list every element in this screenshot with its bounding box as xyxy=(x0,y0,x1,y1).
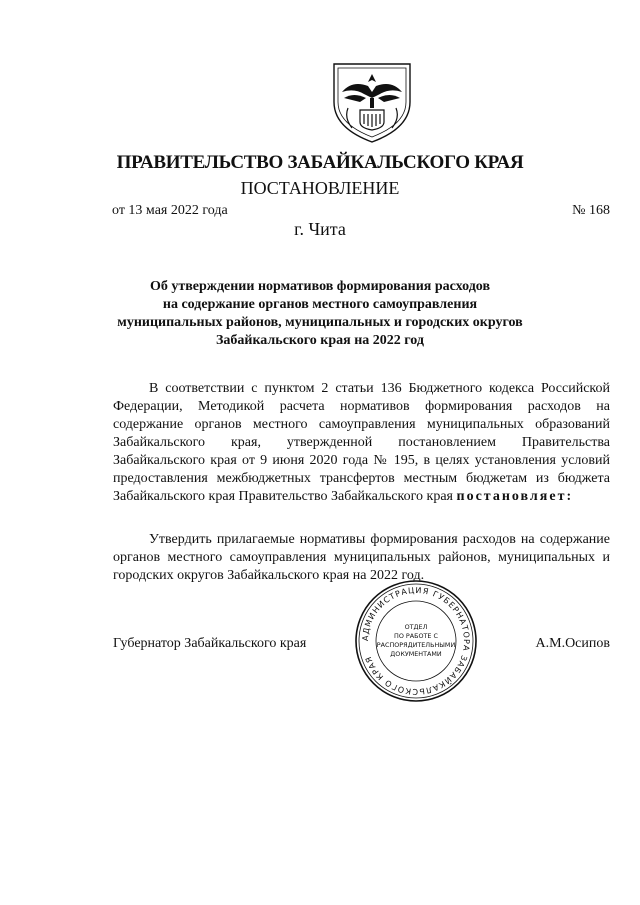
stamp-center-line: РАСПОРЯДИТЕЛЬНЫМИ xyxy=(376,641,456,649)
document-subject xyxy=(100,278,540,350)
body-paragraph-2: Утвердить прилагаемые нормативы формирования расходов на содержание органов местного самоуправления муниципальных районов, муниципальных и городских округов Забайкальского края на 2022 год. xyxy=(113,532,610,583)
subject-line: на содержание органов местного самоуправления xyxy=(162,297,478,312)
body-paragraph-1 xyxy=(113,380,610,506)
stamp-center-line: ДОКУМЕНТАМИ xyxy=(390,650,442,658)
document-city: г. Чита xyxy=(294,219,346,239)
signatory-position: Губернатор Забайкальского края xyxy=(113,636,307,651)
document-number: № 168 xyxy=(572,203,610,218)
official-stamp-icon xyxy=(354,579,478,703)
signatory-name: А.М.Осипов xyxy=(535,636,610,651)
stamp-center-line: ПО РАБОТЕ С xyxy=(394,632,438,640)
subject-line: Об утверждении нормативов формирования расходов xyxy=(149,279,491,294)
stamp-outer-text: АДМИНИСТРАЦИЯ ГУБЕРНАТОРА ЗАБАЙКАЛЬСКОГО КРАЯ xyxy=(360,585,472,697)
subject-line: муниципальных районов, муниципальных и городских округов xyxy=(117,315,523,330)
document-type: ПОСТАНОВЛЕНИЕ xyxy=(240,178,400,198)
government-title: ПРАВИТЕЛЬСТВО ЗАБАЙКАЛЬСКОГО КРАЯ xyxy=(116,152,524,173)
document-date: от 13 мая 2022 года xyxy=(112,203,228,218)
stamp-center-line: ОТДЕЛ xyxy=(404,623,428,631)
decree-keyword: постановляет: xyxy=(456,489,574,504)
coat-of-arms-icon xyxy=(330,58,414,146)
paragraph-text: В соответствии с пунктом 2 статьи 136 Бюджетного кодекса Российской Федерации, Методикой расчета нормативов формирования расходов на содержание органов местного самоуправления муниципальных образований Забайкальского края, утвержденной постановлением Правительства Забайкальского края от 9 июня 2020 года № 195, в целях установления условий предоставления межбюджетных трансфертов местным бюджетам из бюджета Забайкальского края Правительство Забайкальского края xyxy=(113,381,610,504)
subject-line: Забайкальского края на 2022 год xyxy=(216,333,424,348)
